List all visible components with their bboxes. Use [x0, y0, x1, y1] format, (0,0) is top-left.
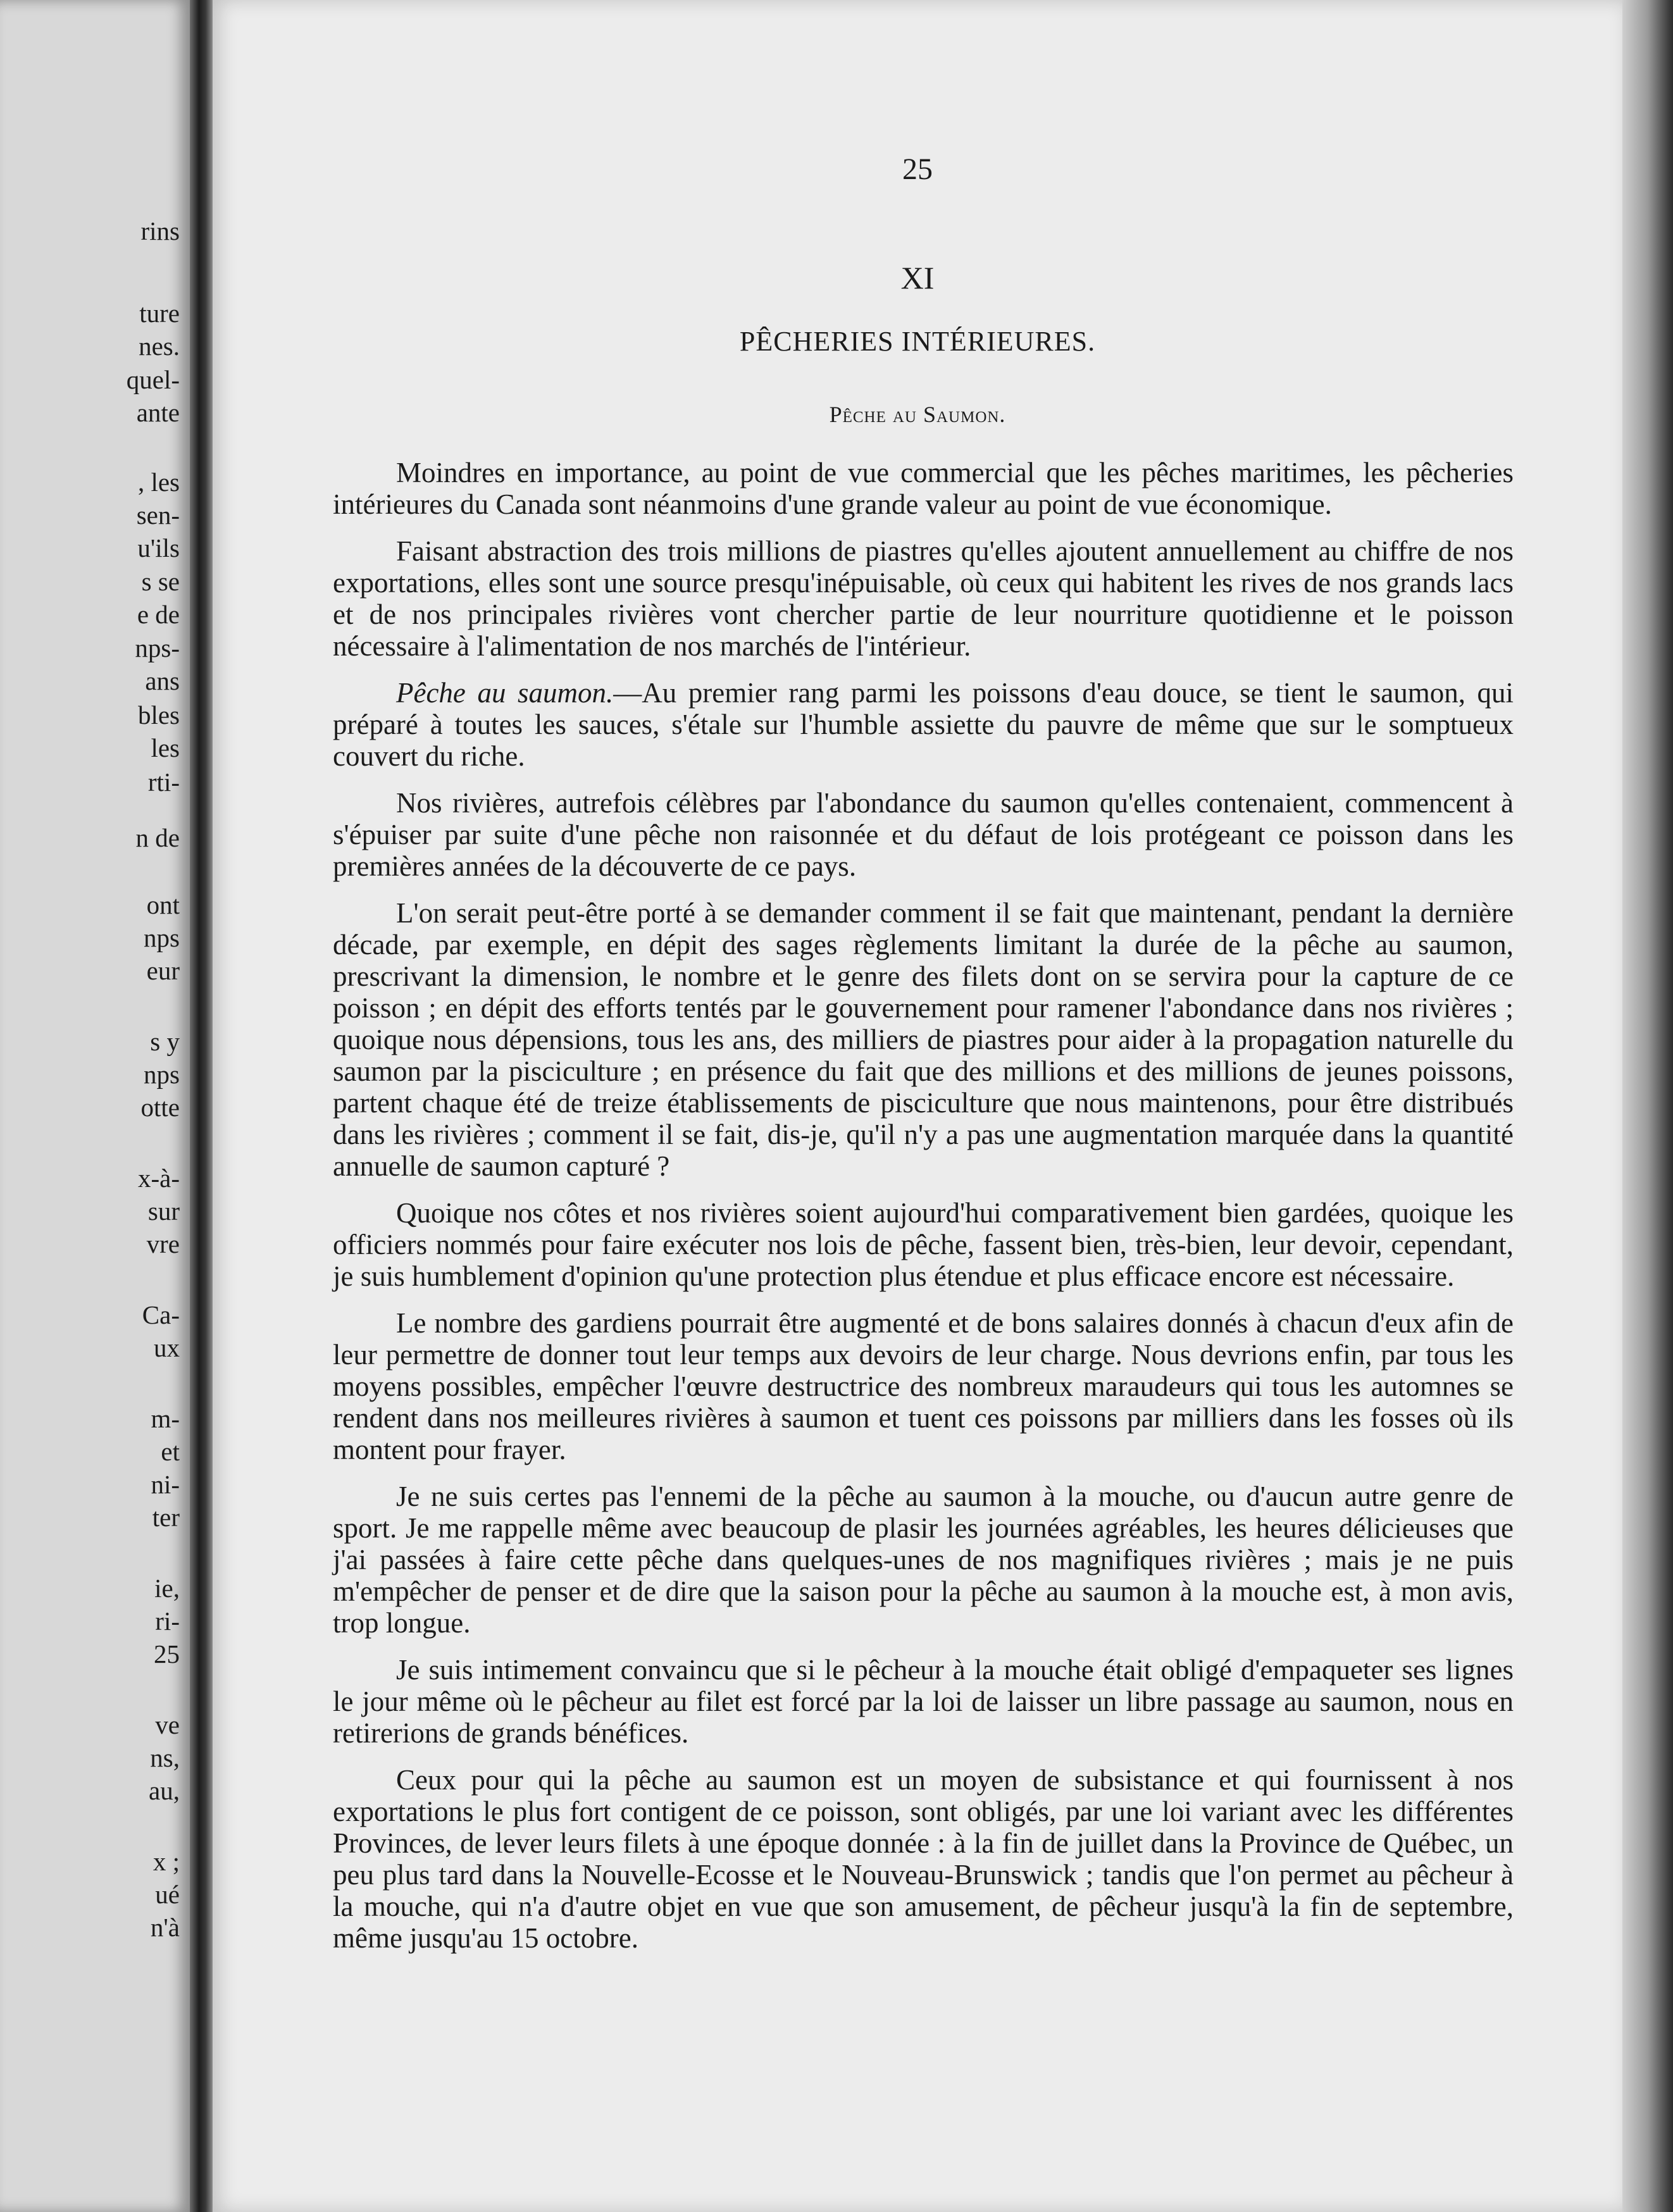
paragraph: [333, 897, 1514, 1182]
paragraph-text: Nos rivières, autrefois célèbres par l'abondance du saumon qu'elles contenaient, commencent à s'épuiser par suite d'une pêche non raisonnée et du défaut de lois protégeant ce poisson dans les premières années de la découverte de ce pays.: [333, 787, 1514, 882]
paragraph: [333, 1764, 1514, 1954]
facing-page-text-fragment: e de: [137, 600, 180, 629]
facing-page-text-fragment: ni-: [151, 1470, 180, 1499]
facing-page-text-fragment: ture: [139, 299, 180, 328]
facing-page-fragment: [0, 0, 190, 2212]
facing-page-text-fragment: ter: [152, 1503, 180, 1532]
book-gutter: [190, 0, 213, 2212]
facing-page-text-fragment: s se: [141, 567, 180, 596]
chapter-numeral: XI: [900, 260, 935, 295]
paragraph-text: —Au premier rang parmi les poissons d'eau douce, se tient le saumon, qui préparé à toutes les sauces, s'étale sur l'humble assiette du pauvre de même que sur le somptueux couvert du riche.: [333, 677, 1514, 772]
facing-page-text-fragment: 25: [154, 1639, 180, 1668]
paragraph: [333, 1197, 1514, 1292]
facing-page-text-fragment: rins: [140, 216, 180, 245]
facing-page-text-fragment: les: [151, 733, 180, 762]
facing-page-text-fragment: ns,: [150, 1743, 180, 1772]
facing-page-text-fragment: au,: [149, 1776, 180, 1805]
paragraph-text: Quoique nos côtes et nos rivières soient aujourd'hui comparativement bien gardées, quoique les officiers nommés pour faire exécuter nos lois de pêche, fassent bien, très-bien, leur devoir, cependant, je suis humblement d'opinion qu'une protection plus étendue et plus efficace encore est nécessaire.: [333, 1197, 1514, 1292]
facing-page-text-fragment: otte: [140, 1093, 180, 1122]
paragraph-text: Ceux pour qui la pêche au saumon est un moyen de subsistance et qui fournissent à nos exportations le plus fort contigent de ce poisson, sont obligés, par une loi variant avec les différentes Provinces, de lever leurs filets à une époque donnée : à la fin de juillet dans la Province de Québec, un peu plus tard dans la Nouvelle-Ecosse et le Nouveau-Brunswick ; tandis que l'on permet au pêcheur à la mouche, qui n'a d'autre objet en vue que son amusement, de pêcheur jusqu'à la fin de septembre, même jusqu'au 15 octobre.: [333, 1764, 1514, 1954]
facing-page-text-fragment: x ;: [152, 1847, 180, 1876]
facing-page-text-fragment: u'ils: [137, 533, 180, 562]
paragraph: [333, 677, 1514, 772]
paragraph: [333, 457, 1514, 520]
facing-page-text-fragment: ont: [146, 890, 180, 919]
facing-page-text-fragment: vre: [146, 1229, 180, 1258]
facing-page-text-fragment: ux: [154, 1333, 180, 1362]
facing-page-text-fragment: quel-: [126, 365, 180, 394]
facing-page-text-fragment: Ca-: [142, 1300, 180, 1329]
facing-page-text-fragment: , les: [137, 468, 180, 497]
paragraph: [333, 535, 1514, 662]
chapter-title: PÊCHERIES INTÉRIEURES.: [739, 326, 1096, 357]
facing-page-text-fragment: ri-: [155, 1606, 180, 1636]
book-page: [213, 0, 1622, 2212]
facing-page-text-fragment: nps: [144, 923, 180, 952]
facing-page-text-fragment: n de: [135, 823, 180, 852]
facing-page-text-fragment: n'à: [150, 1913, 180, 1942]
paragraph: [333, 787, 1514, 882]
facing-page-text-fragment: nps-: [135, 633, 180, 662]
page-edge-shadow: [1622, 0, 1673, 2212]
facing-page-text-fragment: ante: [136, 398, 180, 427]
paragraph-text: Je ne suis certes pas l'ennemi de la pêche au saumon à la mouche, ou d'aucun autre genre de sport. Je me rappelle même avec beaucoup de plasir les journées agréables, les heures délicieuses que j'ai passées à faire cette pêche dans quelques-unes de nos magnifiques rivières ; mais je ne puis m'empêcher de penser et de dire que la saison pour la pêche au saumon à la mouche est, à mon avis, trop longue.: [333, 1481, 1514, 1639]
facing-page-text-fragment: rti-: [147, 767, 180, 797]
paragraph-text: Moindres en importance, au point de vue commercial que les pêches maritimes, les pêcheries intérieures du Canada sont néanmoins d'une grande valeur au point de vue économique.: [333, 457, 1514, 520]
facing-page-text-fragment: ve: [155, 1710, 180, 1739]
body-text: [333, 457, 1514, 1969]
facing-page-text-fragment: s y: [150, 1027, 180, 1056]
page-number: 25: [902, 152, 933, 186]
facing-page-text-fragment: sur: [147, 1196, 180, 1226]
facing-page-text-fragment: nps: [144, 1060, 180, 1089]
paragraph-text: Le nombre des gardiens pourrait être augmenté et de bons salaires donnés à chacun d'eux afin de leur permettre de donner tout leur temps aux devoirs de leur charge. Nous devrions enfin, par tous les moyens possibles, empêcher l'œuvre destructrice des nombreux maraudeurs qui tous les automnes se rendent dans nos meilleures rivières à saumon et tuent ces poissons par milliers dans les fosses où ils montent pour frayer.: [333, 1307, 1514, 1465]
paragraph-text: L'on serait peut-être porté à se demander comment il se fait que maintenant, pendant la dernière décade, par exemple, en dépit des sages règlements limitant la durée de la pêche au saumon, prescrivant la dimension, le nombre et le genre des filets dont on se servira pour la capture de ce poisson ; en dépit des efforts tentés par le gouvernement pour ramener l'abondance dans nos rivières ; quoique nous dépensions, tous les ans, des milliers de piastres pour aider à la propagation naturelle du saumon par la pisciculture ; en présence du fait que des millions et des millions de jeunes poissons, partent chaque été de treize établissements de pisciculture que nous maintenons, pour être distribués dans les rivières ; comment il se fait, dis-je, qu'il n'y a pas une augmentation marquée dans la quantité annuelle de saumon capturé ?: [333, 897, 1514, 1182]
paragraph: [333, 1481, 1514, 1639]
facing-page-text-fragment: et: [161, 1437, 180, 1466]
paragraph: [333, 1307, 1514, 1465]
facing-page-text-fragment: bles: [137, 700, 180, 730]
facing-page-text-fragment: ans: [145, 666, 180, 695]
paragraph-lead: Pêche au saumon.: [396, 677, 614, 709]
facing-page-text-fragment: sen-: [136, 500, 180, 530]
section-title: Pêche au Saumon.: [829, 402, 1006, 427]
paragraph-text: Faisant abstraction des trois millions de piastres qu'elles ajoutent annuellement au chiffre de nos exportations, elles sont une source presqu'inépuisable, où ceux qui habitent les rives de nos grands lacs et de nos principales rivières vont chercher partie de leur nourriture quotidienne et le poisson nécessaire à l'alimentation de nos marchés de l'intérieur.: [333, 535, 1514, 662]
facing-page-text-fragment: ué: [155, 1880, 180, 1909]
facing-page-text-fragment: nes.: [139, 332, 180, 361]
facing-page-text-fragment: ie,: [154, 1574, 180, 1603]
facing-page-text-fragment: m-: [151, 1404, 180, 1433]
paragraph: [333, 1654, 1514, 1749]
facing-page-text-fragment: x-à-: [137, 1164, 180, 1193]
paragraph-text: Je suis intimement convaincu que si le pêcheur à la mouche était obligé d'empaqueter ses lignes le jour même où le pêcheur au filet est forcé par la loi de laisser un libre passage au saumon, nous en retirerions de grands bénéfices.: [333, 1654, 1514, 1749]
facing-page-text-fragment: eur: [146, 956, 180, 985]
